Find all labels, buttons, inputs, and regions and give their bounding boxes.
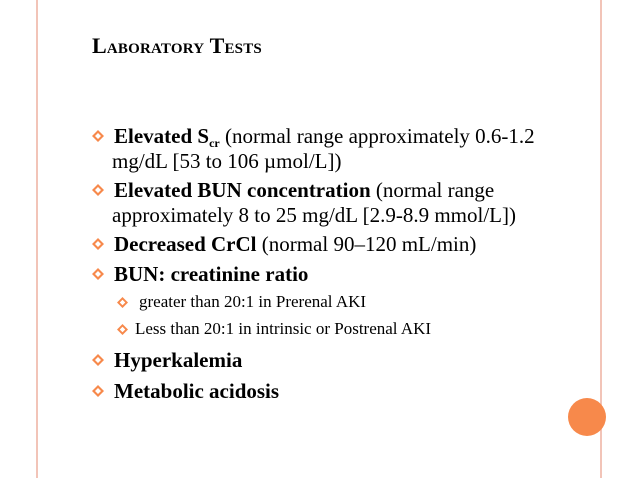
bullet-3-bold: Decreased CrCl <box>114 232 257 256</box>
bullet-icon <box>92 130 104 142</box>
bullet-1-subscript: cr <box>209 136 220 150</box>
sub-bullet-2: Less than 20:1 in intrinsic or Postrenal AKI <box>135 319 432 338</box>
bullet-2-line-2: approximately 8 to 25 mg/dL [2.9-8.9 mmol/L]) <box>112 203 516 227</box>
bullet-1-line-2: mg/dL [53 to 106 µmol/L]) <box>112 149 342 173</box>
bullet-1-line-1 <box>114 124 535 148</box>
bullet-4-bold: BUN: creatinine ratio <box>114 262 309 286</box>
bullet-icon <box>92 238 104 250</box>
slide-title: Laboratory Tests <box>92 33 262 58</box>
bullet-4-line-1 <box>114 262 308 286</box>
bullet-icon <box>92 354 104 366</box>
bullet-1-bold: Elevated S <box>114 124 210 148</box>
slide-frame-left <box>36 0 38 478</box>
bullet-3-line-1 <box>114 232 476 256</box>
bullet-icon <box>92 184 104 196</box>
bullet-2-text: (normal range <box>370 178 495 202</box>
sub-bullet-1: greater than 20:1 in Prerenal AKI <box>139 292 367 311</box>
bullet-5-bold: Hyperkalemia <box>114 348 243 372</box>
decorative-orange-circle <box>568 398 606 436</box>
bullet-icon <box>92 268 104 280</box>
bullet-6-line-1 <box>114 379 279 403</box>
bullet-2-line-1 <box>114 178 494 202</box>
bullet-5-line-1 <box>114 348 242 372</box>
bullet-6-bold: Metabolic acidosis <box>114 379 280 403</box>
sub-bullet-icon <box>117 324 128 335</box>
bullet-2-bold: Elevated BUN concentration <box>114 178 371 202</box>
bullet-1-text: (normal range approximately 0.6-1.2 <box>219 124 535 148</box>
bullet-3-text: (normal 90–120 mL/min) <box>256 232 477 256</box>
sub-bullet-icon <box>117 297 128 308</box>
bullet-icon <box>92 385 104 397</box>
